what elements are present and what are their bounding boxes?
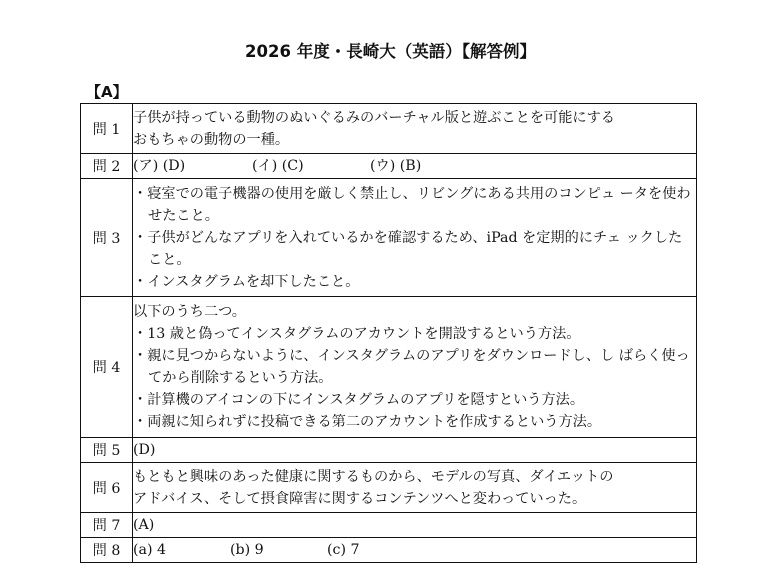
answer-cell bbox=[133, 538, 697, 563]
bullet-item: ・計算機のアイコンの下にインスタグラムのアプリを隠すという方法。 bbox=[133, 392, 585, 408]
answer-cell bbox=[133, 104, 697, 154]
question-label: 問 6 bbox=[81, 463, 133, 513]
question-label: 問 4 bbox=[81, 297, 133, 438]
answer-line: もともと興味のあった健康に関するものから、モデルの写真、ダイエットの bbox=[133, 468, 614, 485]
question-label: 問 8 bbox=[81, 538, 133, 563]
question-label: 問 2 bbox=[81, 154, 133, 179]
answer-line: アドバイス、そして摂食障害に関するコンテンツへと変わっていった。 bbox=[133, 490, 587, 507]
choice-option: (c) 7 bbox=[327, 542, 360, 558]
answer-line: おもちゃの動物の一種。 bbox=[133, 131, 290, 148]
page-title: 2026 年度・長崎大（英語）【解答例】 bbox=[245, 42, 536, 61]
answer-cell bbox=[133, 297, 697, 438]
bullet-item: ・インスタグラムを却下したこと。 bbox=[133, 273, 360, 290]
table-row bbox=[81, 297, 697, 438]
question-label: 問 7 bbox=[81, 513, 133, 538]
answer-line: 子供が持っている動物のぬいぐるみのバーチャル版と遊ぶことを可能にする bbox=[133, 109, 615, 126]
question-label: 問 5 bbox=[81, 438, 133, 463]
bullet-item: ・子供がどんなアプリを入れているかを確認するため、iPad を定期的にチェ ックしたこと。 bbox=[133, 229, 683, 268]
question-label: 問 1 bbox=[81, 104, 133, 154]
bullet-item: ・寝室での電子機器の使用を厳しく禁止し、リビングにある共用のコンピュ ータを使わせたこと。 bbox=[133, 185, 691, 224]
choice-option: (b) 9 bbox=[230, 542, 264, 558]
answer-cell bbox=[133, 154, 697, 179]
answer-table bbox=[80, 103, 697, 563]
choice-option: (ウ) (B) bbox=[370, 158, 422, 174]
table-row bbox=[81, 438, 697, 463]
table-row bbox=[81, 179, 697, 297]
table-row bbox=[81, 538, 697, 563]
answer-cell: (D) bbox=[133, 438, 697, 463]
choice-option: (イ) (C) bbox=[252, 158, 304, 174]
table-row bbox=[81, 513, 697, 538]
question-label: 問 3 bbox=[81, 179, 133, 297]
answer-cell: (A) bbox=[133, 513, 697, 538]
section-heading: 【A】 bbox=[86, 83, 128, 101]
choice-option: (a) 4 bbox=[133, 542, 167, 558]
choice-option: (ア) (D) bbox=[133, 158, 186, 174]
bullet-item: ・13 歳と偽ってインスタグラムのアカウントを開設するという方法。 bbox=[133, 326, 581, 342]
bullet-item: ・親に見つからないように、インスタグラムのアプリをダウンロードし、し ばらく使ってから削除するという方法。 bbox=[133, 348, 690, 386]
bullet-item: ・両親に知られずに投稿できる第二のアカウントを作成するという方法。 bbox=[133, 414, 602, 430]
table-row bbox=[81, 104, 697, 154]
table-row bbox=[81, 154, 697, 179]
answer-cell bbox=[133, 179, 697, 297]
answer-intro: 以下のうち二つ。 bbox=[133, 304, 246, 320]
answer-cell bbox=[133, 463, 697, 513]
table-row bbox=[81, 463, 697, 513]
